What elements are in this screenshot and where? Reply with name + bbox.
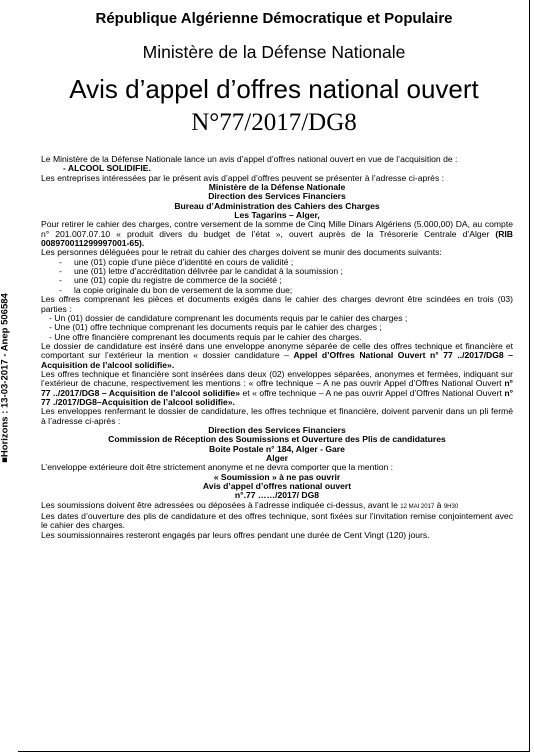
ministry-heading: Ministère de la Défense Nationale	[142, 42, 406, 62]
submit-text: Les soumissions doivent être adressées ou déposées à l’adresse indiquée ci-dessus, avant le	[41, 499, 401, 510]
submit-text-2: à	[434, 499, 444, 510]
envelopes-text-2: et « offre technique – A ne pas ouvrir Appel d’Offres National Ouvert	[239, 387, 505, 398]
commission-line: Alger	[266, 453, 288, 463]
address-line: Les Tagarins – Alger,	[234, 210, 320, 221]
list-item: - Une (01) offre technique comprenant les documents requis par le cahier des charges ;	[49, 322, 382, 333]
submit-date: 12 MAI 2017	[400, 503, 435, 510]
list-item: - Un (01) dossier de candidature comprenant les documents requis par le cahier des charges ;	[49, 312, 408, 323]
validity-paragraph: Les soumissionnaires resteront engagés par leurs offres pendant une durée de Cent Vingt (120) jours.	[41, 529, 430, 540]
side-publication-stamp	[0, 238, 12, 518]
offers-paragraph: Les offres comprenant les pièces et documents exigés dans le cahier des charges devront être scindées en trois (03) parties :	[41, 294, 513, 314]
notice-number: N°77/2017/DG8	[191, 109, 357, 136]
delegates-paragraph: Les personnes déléguées pour le retrait du cahier des charges doivent se munir des documents suivants:	[41, 247, 442, 258]
dossier-text: Le dossier de candidature est inséré dans une enveloppe anonyme séparée de celle des offres technique et financière et comportant sur l’extérieur la mention « dossier candidature –	[41, 340, 513, 361]
item-line: - ALCOOL SOLIDIFIE.	[63, 163, 151, 174]
envelopes-mention-1: n° 77 ../2017/DG8 – Acquisition de l’alcool solidifie»	[41, 378, 513, 398]
list-item: - Une offre financière comprenant les documents requis par le cahier des charges.	[49, 331, 362, 342]
address-line: Direction des Services Financiers	[208, 191, 346, 202]
commission-line: Commission de Réception des Soumissions et Ouverture des Plis de candidatures	[108, 434, 446, 445]
payment-text: Pour retirer le cahier des charges, contre versement de la somme de Cinq Mille Dinars Algériens (5.000,00) DA, au compte n° 201.007.07.10 « produit divers du budget de l’état », ouvert auprès de la Trésorerie Centrale d’Alger	[41, 219, 513, 239]
envelopes-text: Les offres technique et financière sont insérées dans deux (02) enveloppes séparées, anonymes et fermées, indiquant sur l’extérieur de chacune, respectivement les mentions : « offre technique – A ne pas ouvrir Appel d’Offres National Ouvert	[41, 368, 513, 389]
dossier-mention: Appel d’Offres National Ouvert n° 77 ../2017/DG8 –Acquisition de l’alcool solidifie».	[41, 350, 513, 370]
payment-paragraph	[41, 220, 513, 248]
mention-line: Avis d’appel d’offres national ouvert	[202, 481, 352, 492]
outer-envelope-paragraph: L’enveloppe extérieure doit être strictement anonyme et ne devra comporter que la mention :	[41, 462, 394, 473]
commission-line: Direction des Services Financiers	[208, 424, 346, 435]
commission-line: Boite Postale n° 184, Alger - Gare	[209, 443, 345, 454]
mention-line: n°.77 ……/2017/ DG8	[234, 490, 320, 501]
mention-line: « Soumission » à ne pas ouvrir	[213, 471, 341, 482]
list-item: - une (01) lettre d’accréditation délivrée par le candidat à la soumission ;	[41, 267, 513, 276]
notice-body	[41, 155, 513, 540]
envelopes-paragraph	[41, 370, 513, 407]
submit-time: 9H30	[443, 503, 459, 510]
address-line: Bureau d’Administration des Cahiers des Charges	[174, 200, 380, 211]
republic-heading: République Algérienne Démocratique et Populaire	[95, 10, 453, 27]
list-item: - la copie originale du bon de versement de la somme due;	[41, 286, 513, 295]
envelopes-mention-2: n° 77 ./2017/DG8–Acquisition de l’alcool solidifie».	[41, 387, 514, 407]
side-text: ■Horizons : 13-03-2017 - Anep 506584	[0, 293, 11, 463]
notice-title: Avis d’appel d’offres national ouvert	[69, 74, 479, 104]
dossier-paragraph	[41, 342, 513, 370]
parts-list	[41, 314, 513, 342]
rib-text: (RIB 008970011299997001-65).	[41, 228, 513, 249]
list-item: - une (01) copie d’une pièce d’identité en cours de validité ;	[41, 258, 513, 267]
opening-paragraph: Les dates d’ouverture des plis de candidature et des offres technique, sont fixées sur l’invitation remise conjointement avec le cahier des charges.	[41, 511, 513, 531]
address-line: Ministère de la Défense Nationale	[208, 182, 346, 193]
documents-list	[41, 258, 513, 295]
intro-paragraph: Le Ministère de la Défense Nationale lance un avis d’appel d’offres national ouvert en vue de l’acquisition de :	[41, 154, 458, 164]
invite-paragraph: Les entreprises intéressées par le présent avis d’appel d’offres peuvent se présenter à l’adresse ci-après :	[41, 172, 445, 183]
deposit-paragraph: Les enveloppes renfermant le dossier de candidature, les offres technique et financière, doivent parvenir dans un pli fermé à l’adresse ci-après :	[41, 406, 513, 426]
list-item: - une (01) copie du registre de commerce de la société ;	[41, 276, 513, 285]
